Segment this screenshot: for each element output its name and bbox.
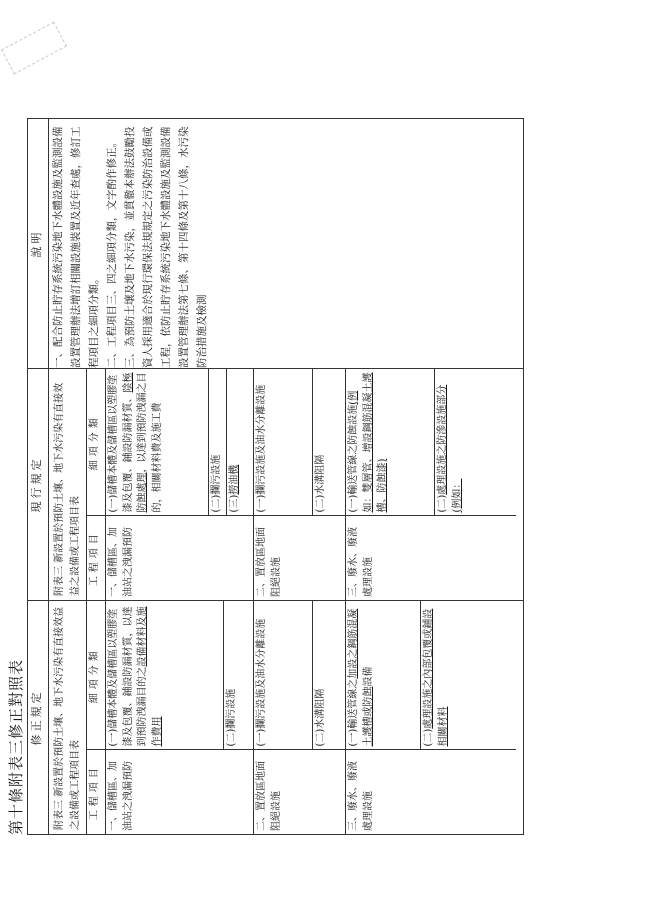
current-detail-2-1: (一)攔污設施及油水分離設施 — [256, 384, 267, 513]
current-detail-3-2: (二)處理設施之防滲設施部分(例如： — [434, 369, 466, 516]
current-project-1: 一、儲槽區、加油站之洩漏預防 — [106, 516, 254, 600]
amended-project-3: 三、廢水、廢液處理設施 — [346, 750, 516, 834]
table-row — [254, 369, 346, 600]
amended-detail-3-1: (一)輸送管線之加設之鋼筋混凝土護槽或防蝕設備 — [348, 608, 374, 747]
amended-detail-header: 細項分類 — [87, 601, 106, 750]
current-column-header: 現行規定 — [28, 369, 49, 601]
comparison-body-row — [49, 119, 524, 835]
current-detail-1-1: (一)儲槽本體及儲槽區以塑膠塗漆及包覆、鋪設防漏材質、陰極防蝕處理，以達到預防洩漏之目的，相關材料費及施工費 — [108, 372, 163, 513]
current-detail-2-2: (二)水溝阻隔 — [312, 369, 330, 516]
amended-project-1: 一、儲槽區、加油站之洩漏預防 — [106, 750, 254, 834]
current-inner-header — [87, 369, 106, 600]
current-detail-1-2: (二)攔污設施 — [208, 369, 226, 516]
amended-inner-table — [86, 601, 516, 834]
table-row — [346, 601, 516, 834]
note-3: 三、為預防土壤及地下水污染，並貫徹本辦法鼓勵投資人採用適合於現行環保法規規定之污染防治設備或工程，依防止貯存系統污染地下水體設施及監測設備設置管理辦法第七條、第十四條及第十八條，水污染防治措施及檢測 — [124, 126, 208, 368]
amended-detail-1-1: (一)儲槽本體及儲槽區以塑膠塗漆及包覆、鋪設防漏材質，以達到預防洩漏目的之設備材料及施作費用 — [108, 606, 163, 747]
amended-project-2: 二、置放區地面阻絕設施 — [254, 750, 346, 834]
amended-project-header: 工程項目 — [87, 750, 106, 834]
table-row — [106, 601, 254, 834]
comparison-table — [27, 118, 524, 835]
page-heading: 第十條附表三修正對照表 — [7, 658, 25, 835]
comparison-header-row — [28, 119, 49, 835]
amended-caption: 附表三 新設置於預防土壤、地下水污染有直接效益之設備或工程項目表 — [54, 606, 81, 830]
current-detail-3-1: (一)輸送管線之防蝕設施(例如：雙層管、增設鋼筋混凝土護槽、防蝕漆) — [348, 372, 388, 513]
notes-column-header: 說明 — [28, 119, 49, 369]
current-inner-table — [86, 369, 516, 600]
amended-column — [49, 601, 524, 835]
amended-detail-1-2: (二)攔污設施 — [223, 601, 241, 750]
current-project-3: 三、廢水、廢液處理設施 — [346, 516, 516, 600]
note-1: 一、配合防止貯存系統污染地下水體設施及監測設備設置管理辦法增訂相關設施裝置及近年查處，修訂工程項目之細項分類。 — [52, 126, 100, 368]
amended-detail-2-1: (一)攔污設施及油水分離設施 — [256, 618, 267, 747]
amended-detail-2-2: (二)水溝阻隔 — [312, 601, 330, 750]
note-2: 二、工程項目三、四之細項分類，文字酌作修正。 — [106, 137, 118, 368]
amended-detail-3-2: (二)處理設施之內部包覆或鋪設相關材料 — [420, 601, 452, 750]
current-project-2: 二、置放區地面阻絕設施 — [254, 516, 346, 600]
faded-stamp-mark — [1, 22, 67, 75]
table-row — [106, 369, 254, 600]
current-caption: 附表三 新設置於預防土壤、地下水污染有直接效益之設備或工程項目表 — [54, 382, 81, 596]
amended-column-header: 修正規定 — [28, 601, 49, 835]
amended-inner-header — [87, 601, 106, 834]
table-row — [254, 601, 346, 834]
table-row — [346, 369, 516, 600]
current-detail-1-3: (三)撈油機 — [226, 369, 244, 516]
notes-column — [49, 119, 524, 369]
current-project-header: 工程項目 — [87, 516, 106, 600]
current-detail-header: 細項分類 — [87, 369, 106, 516]
rotated-page-content — [5, 119, 524, 835]
current-column — [49, 369, 524, 601]
